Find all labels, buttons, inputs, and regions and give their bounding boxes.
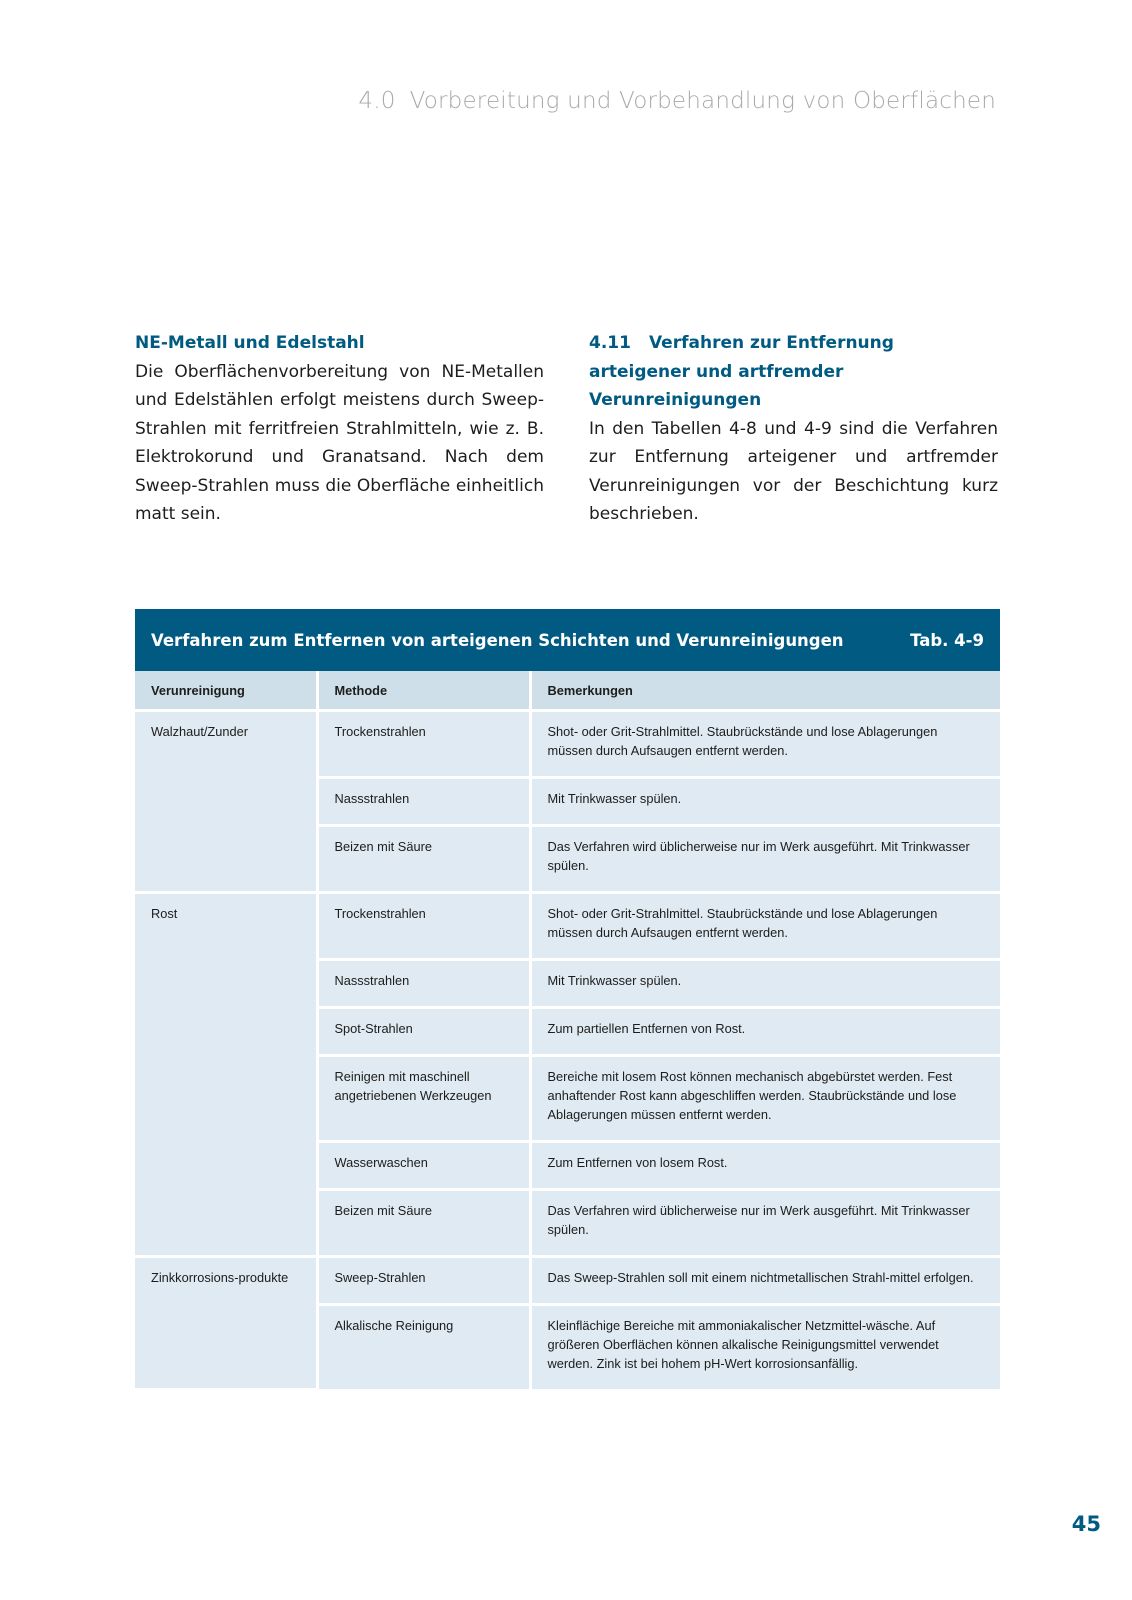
method-cell: Trockenstrahlen bbox=[317, 893, 530, 960]
table-row bbox=[135, 893, 1000, 960]
method-cell: Alkalische Reinigung bbox=[317, 1305, 530, 1390]
remark-cell: Das Sweep-Strahlen soll mit einem nichtmetallischen Strahl-mittel erfolgen. bbox=[530, 1257, 1000, 1305]
remark-cell: Bereiche mit losem Rost können mechanisch abgebürstet werden. Fest anhaftender Rost kann abgeschliffen werden. Staubrückstände und lose Ablagerungen müssen entfernt werden. bbox=[530, 1056, 1000, 1142]
remark-cell: Shot- oder Grit-Strahlmittel. Staubrückstände und lose Ablagerungen müssen durch Aufsaugen entfernt werden. bbox=[530, 711, 1000, 778]
table-title-bar bbox=[135, 609, 1000, 671]
section-heading bbox=[589, 329, 998, 415]
remark-cell: Shot- oder Grit-Strahlmittel. Staubrückstände und lose Ablagerungen müssen durch Aufsaugen entfernt werden. bbox=[530, 893, 1000, 960]
method-cell: Sweep-Strahlen bbox=[317, 1257, 530, 1305]
method-cell: Nassstrahlen bbox=[317, 778, 530, 826]
method-cell: Beizen mit Säure bbox=[317, 1190, 530, 1257]
contaminant-cell: Zinkkorrosions-produkte bbox=[135, 1257, 317, 1390]
section-title: Verfahren zur Entfernung arteigener und artfremder Verunreinigungen bbox=[589, 333, 894, 410]
chapter-number: 4.0 bbox=[358, 88, 396, 114]
method-cell: Spot-Strahlen bbox=[317, 1008, 530, 1056]
table-container bbox=[135, 609, 1000, 1391]
running-header bbox=[358, 88, 996, 114]
contaminant-cell: Walzhaut/Zunder bbox=[135, 711, 317, 893]
left-paragraph: Die Oberflächenvorbereitung von NE-Metallen und Edelstählen erfolgt meistens durch Sweep-Strahlen mit ferritfreien Strahlmitteln, wie z. B. Elektrokorund und Granatsand. Nach dem Sweep-Strahlen muss die Oberfläche einheitlich matt sein. bbox=[135, 361, 544, 524]
column-header-contaminant: Verunreinigung bbox=[135, 671, 317, 711]
chapter-title: Vorbereitung und Vorbehandlung von Oberflächen bbox=[409, 88, 996, 114]
remark-cell: Das Verfahren wird üblicherweise nur im Werk ausgeführt. Mit Trinkwasser spülen. bbox=[530, 1190, 1000, 1257]
left-heading: NE-Metall und Edelstahl bbox=[135, 333, 365, 353]
method-cell: Nassstrahlen bbox=[317, 960, 530, 1008]
right-column bbox=[589, 329, 998, 529]
contaminant-cell: Rost bbox=[135, 893, 317, 1257]
table-label: Tab. 4-9 bbox=[910, 630, 984, 650]
method-cell: Beizen mit Säure bbox=[317, 826, 530, 893]
remark-cell: Mit Trinkwasser spülen. bbox=[530, 778, 1000, 826]
table-header-row bbox=[135, 671, 1000, 711]
method-cell: Reinigen mit maschinell angetriebenen Werkzeugen bbox=[317, 1056, 530, 1142]
column-header-method: Methode bbox=[317, 671, 530, 711]
methods-table bbox=[135, 671, 1000, 1391]
page-number: 45 bbox=[1071, 1512, 1101, 1536]
table-title: Verfahren zum Entfernen von arteigenen Schichten und Verunreinigungen bbox=[151, 630, 844, 650]
method-cell: Wasserwaschen bbox=[317, 1142, 530, 1190]
table-row bbox=[135, 711, 1000, 778]
right-paragraph: In den Tabellen 4-8 und 4-9 sind die Verfahren zur Entfernung arteigener und artfremder Verunreinigungen vor der Beschichtung kurz beschrieben. bbox=[589, 418, 998, 524]
method-cell: Trockenstrahlen bbox=[317, 711, 530, 778]
remark-cell: Kleinflächige Bereiche mit ammoniakalischer Netzmittel-wäsche. Auf größeren Oberflächen können alkalische Reinigungsmittel verwendet werden. Zink ist bei hohem pH-Wert korrosionsanfällig. bbox=[530, 1305, 1000, 1390]
section-number: 4.11 bbox=[589, 333, 631, 353]
remark-cell: Mit Trinkwasser spülen. bbox=[530, 960, 1000, 1008]
remark-cell: Das Verfahren wird üblicherweise nur im Werk ausgeführt. Mit Trinkwasser spülen. bbox=[530, 826, 1000, 893]
column-header-remarks: Bemerkungen bbox=[530, 671, 1000, 711]
remark-cell: Zum Entfernen von losem Rost. bbox=[530, 1142, 1000, 1190]
left-column bbox=[135, 329, 544, 529]
remark-cell: Zum partiellen Entfernen von Rost. bbox=[530, 1008, 1000, 1056]
table-row bbox=[135, 1257, 1000, 1305]
